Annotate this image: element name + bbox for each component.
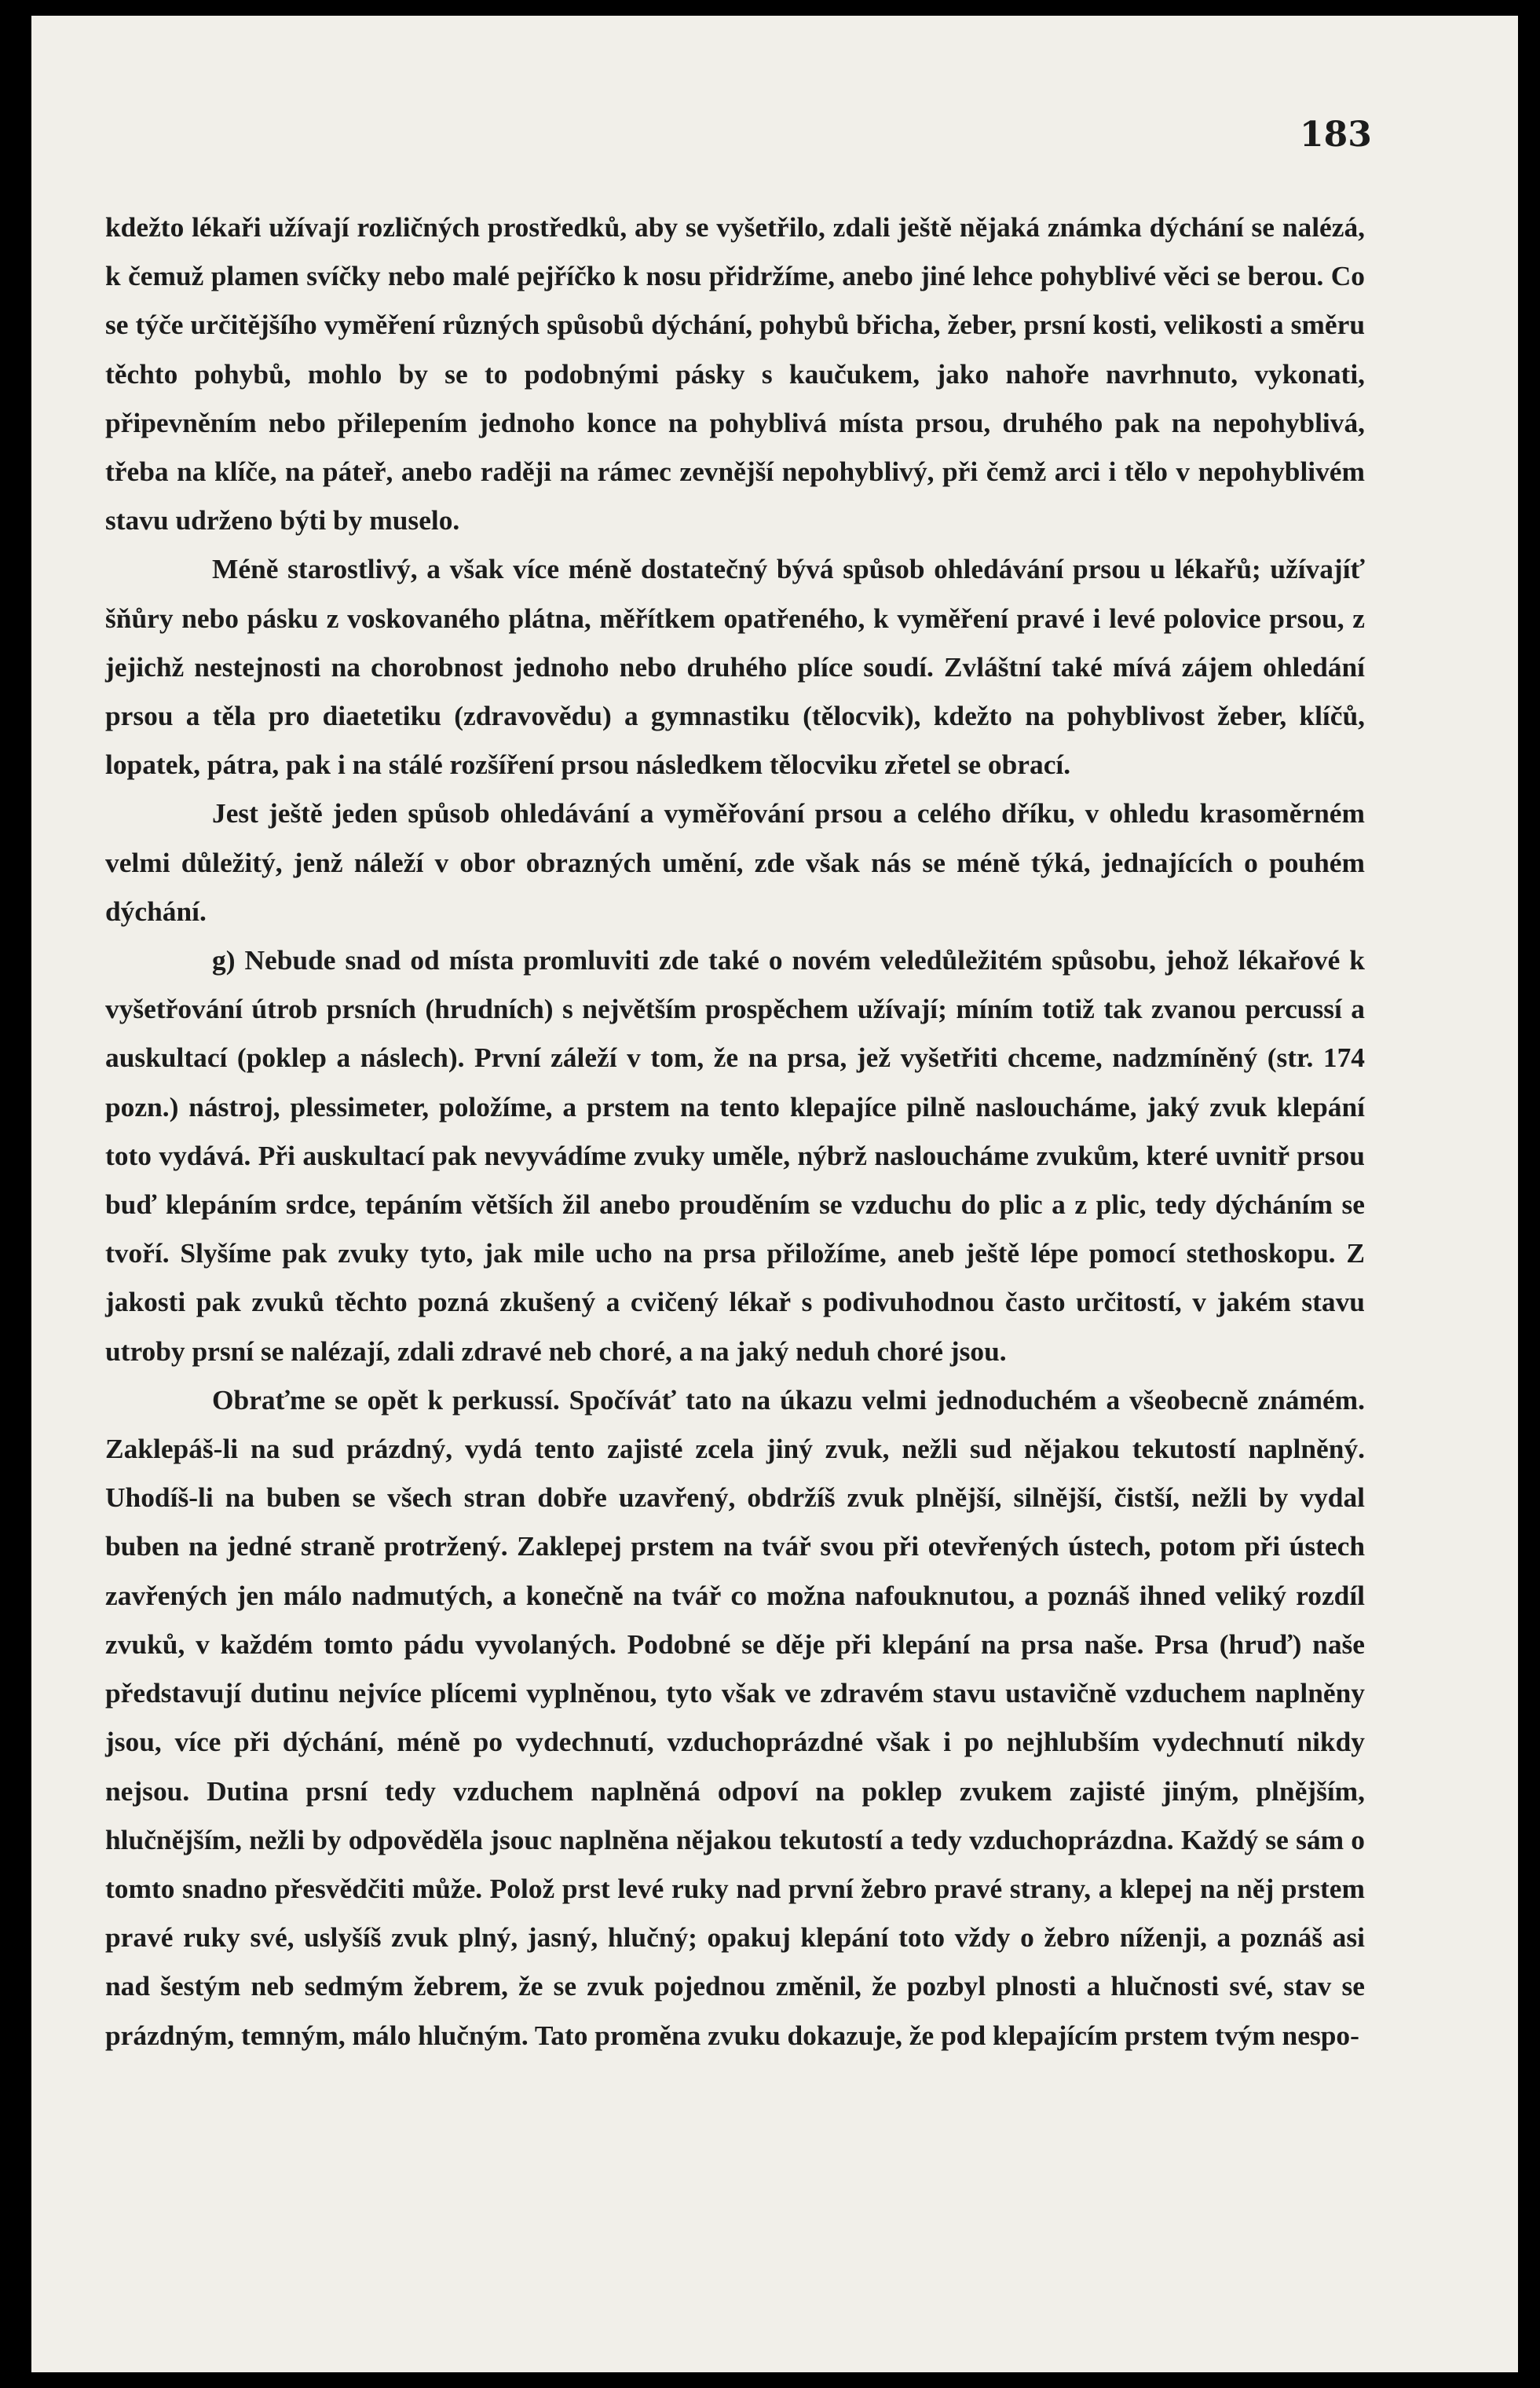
paragraph: Méně starostlivý, a však více méně dostatečný bývá spůsob ohledávání prsou u lékařů; užívajíť šňůry nebo pásku z voskovaného plátna, měřítkem opatřeného, k vyměření pravé i levé polovice prsou, z jejichž nestejnosti na chorobnost jednoho nebo druhého plíce soudí. Zvláštní také mívá zájem ohledání prsou a těla pro diaetetiku (zdravovědu) a gymnastiku (tělocvik), kdežto na pohyblivost žeber, klíčů, lopatek, pátra, pak i na stálé rozšíření prsou následkem tělocviku zřetel se obrací. [105, 553, 1365, 781]
body-text [105, 203, 1365, 2060]
paragraph: kdežto lékaři užívají rozličných prostředků, aby se vyšetřilo, zdali ještě nějaká známka dýchání se nalézá, k čemuž plamen svíčky nebo malé pejříčko k nosu přidržíme, anebo jiné lehce pohyblivé věci se berou. Co se týče určitějšího vyměření různých spůsobů dýchání, pohybů břicha, žeber, prsní kosti, velikosti a směru těchto pohybů, mohlo by se to podobnými pásky s kaučukem, jako nahoře navrhnuto, vykonati, připevněním nebo přilepením jednoho konce na pohyblivá místa prsou, druhého pak na nepohyblivá, třeba na klíče, na páteř, anebo raději na rámec zevnější nepohyblivý, při čemž arci i tělo v nepohyblivém stavu udrženo býti by muselo. [105, 211, 1365, 537]
paragraph: Jest ještě jeden spůsob ohledávání a vyměřování prsou a celého dříku, v ohledu krasoměrném velmi důležitý, jenž náleží v obor obrazných umění, zde však nás se méně týká, jednajících o pouhém dýchání. [105, 797, 1365, 927]
page-number: 183 [1300, 115, 1372, 155]
paragraph: g) Nebude snad od místa promluviti zde také o novém veledůležitém spůsobu, jehož lékařové k vyšetřování útrob prsních (hrudních) s největším prospěchem užívají; míním totiž tak zvanou percussí a auskultací (poklep a náslech). První záleží v tom, že na prsa, jež vyšetřiti chceme, nadzmíněný (str. 174 pozn.) nástroj, plessimeter, položíme, a prstem na tento klepajíce pilně nasloucháme, jaký zvuk klepání toto vydává. Při auskultací pak nevyvádíme zvuky uměle, nýbrž nasloucháme zvukům, které uvnitř prsou buď klepáním srdce, tepáním větších žil anebo prouděním se vzduchu do plic a z plic, tedy dýcháním se tvoří. Slyšíme pak zvuky tyto, jak mile ucho na prsa přiložíme, aneb ještě lépe pomocí stethoskopu. Z jakosti pak zvuků těchto pozná zkušený a cvičený lékař s podivuhodnou často určitostí, v jakém stavu utroby prsní se nalézají, zdali zdravé neb choré, a na jaký neduh choré jsou. [105, 944, 1365, 1367]
paragraph: Obraťme se opět k perkussí. Spočíváť tato na úkazu velmi jednoduchém a všeobecně známém. Zaklepáš-li na sud prázdný, vydá tento zajisté zcela jiný zvuk, nežli sud nějakou tekutostí naplněný. Uhodíš-li na buben se všech stran dobře uzavřený, obdržíš zvuk plnější, silnější, čistší, nežli by vydal buben na jedné straně protržený. Zaklepej prstem na tvář svou při otevřených ústech, potom při ústech zavřených jen málo nadmutých, a konečně na tvář co možna nafouknutou, a poznáš ihned veliký rozdíl zvuků, v každém tomto pádu vyvolaných. Podobné se děje při klepání na prsa naše. Prsa (hruď) naše představují dutinu nejvíce plícemi vyplněnou, tyto však ve zdravém stavu ustavičně vzduchem naplněny jsou, více při dýchání, méně po vydechnutí, vzduchoprázdné však i po nejhlubším vydechnutí nikdy nejsou. Dutina prsní tedy vzduchem naplněná odpoví na poklep zvukem zajisté jiným, plnějším, hlučnějším, nežli by odpověděla jsouc naplněna nějakou tekutostí a tedy vzduchoprázdna. Každý se sám o tomto snadno přesvědčiti může. Polož prst levé ruky nad první žebro pravé strany, a klepej na něj prstem pravé ruky své, uslyšíš zvuk plný, jasný, hlučný; opakuj klepání toto vždy o žebro níženji, a poznáš asi nad šestým neb sedmým žebrem, že se zvuk pojednou změnil, že pozbyl plnosti a hlučnosti své, stav se prázdným, temným, málo hlučným. Tato proměna zvuku dokazuje, že pod klepajícím prstem tvým nespo- [105, 1383, 1365, 2051]
book-page [31, 16, 1518, 2372]
